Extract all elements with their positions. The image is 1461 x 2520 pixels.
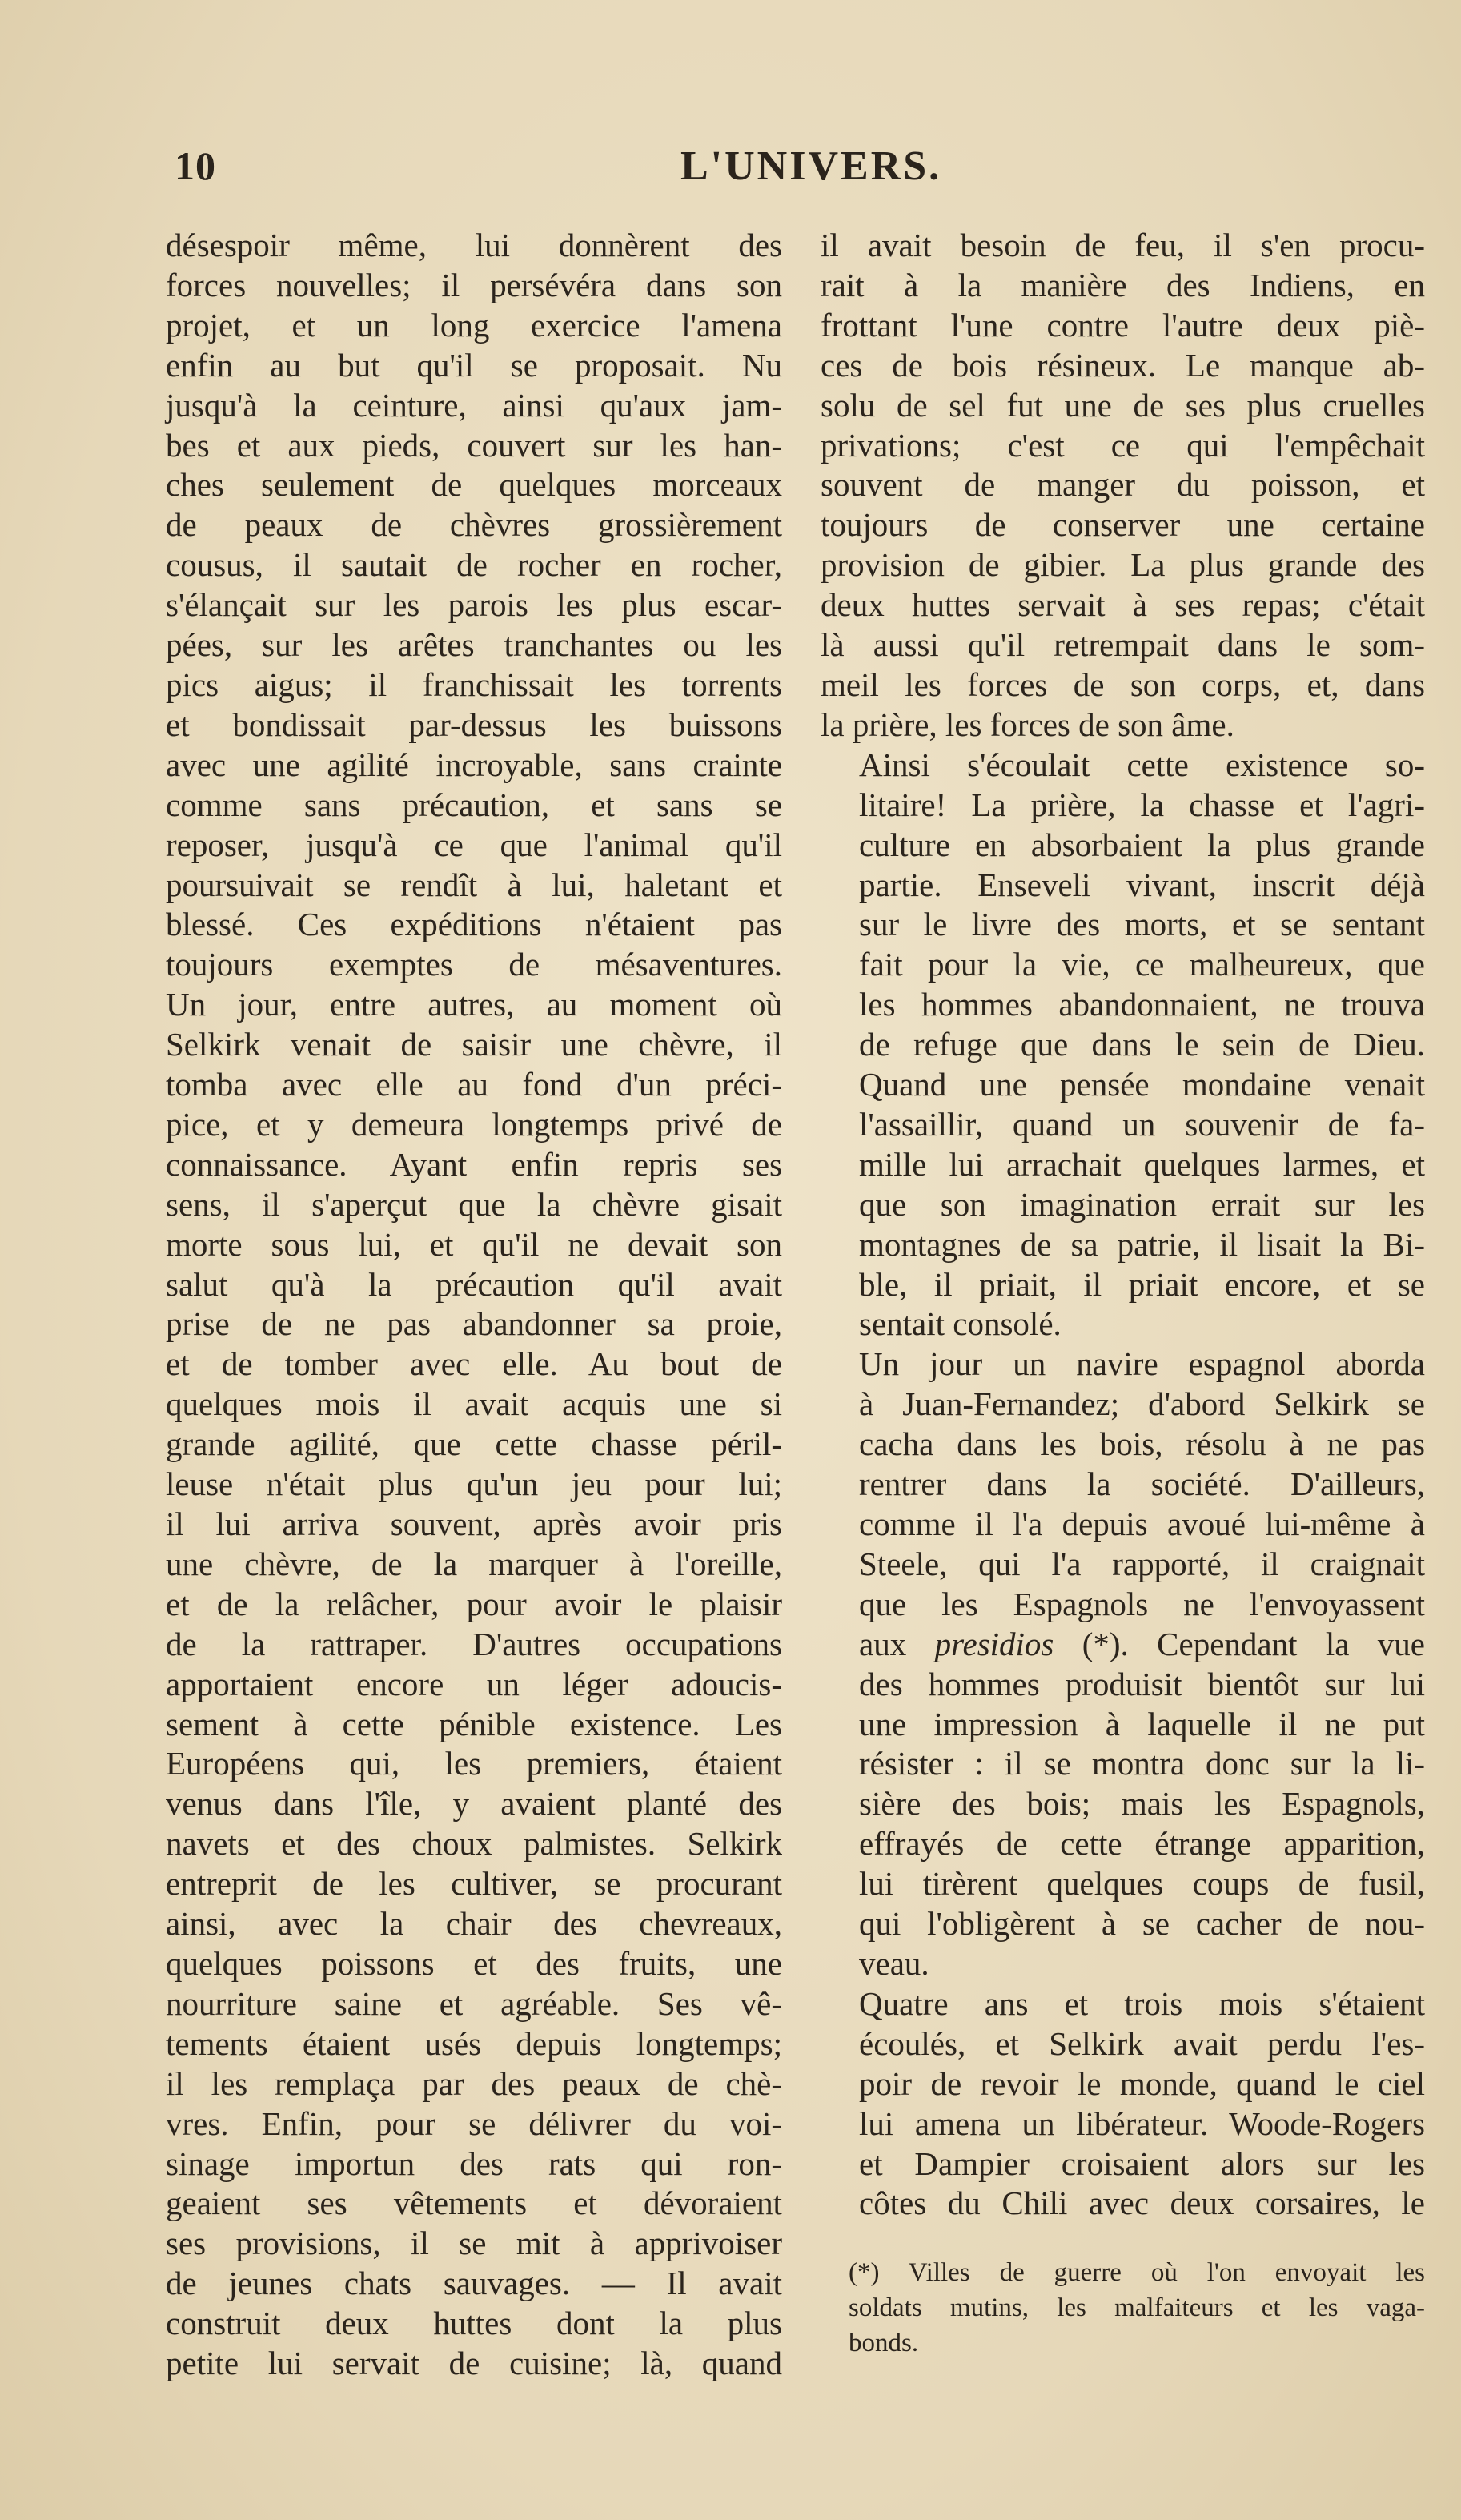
running-title: L'UNIVERS. xyxy=(680,143,942,189)
text-line: sinage importun des rats qui ron- xyxy=(166,2144,782,2182)
text-line: petite lui servait de cuisine; là, quand xyxy=(166,2345,782,2382)
text-line: deux huttes servait à ses repas; c'était xyxy=(821,586,1425,624)
text-line: connaissance. Ayant enfin repris ses xyxy=(166,1145,782,1183)
text-line: montagnes de sa patrie, il lisait la Bi- xyxy=(859,1225,1425,1263)
text-line: geaient ses vêtements et dévoraient xyxy=(166,2184,782,2222)
text-line: ses provisions, il se mit à apprivoiser xyxy=(166,2225,782,2262)
text-line: ainsi, avec la chair des chevreaux, xyxy=(166,1905,782,1943)
left-column xyxy=(166,226,782,2384)
text-line: de peaux de chèvres grossièrement xyxy=(166,506,782,544)
text-line: sement à cette pénible existence. Les xyxy=(166,1705,782,1742)
text-line: bes et aux pieds, couvert sur les han- xyxy=(166,426,782,464)
text-line: s'élançait sur les parois les plus escar- xyxy=(166,586,782,624)
text-line: partie. Enseveli vivant, inscrit déjà xyxy=(859,866,1425,903)
text-line: ces de bois résineux. Le manque ab- xyxy=(821,346,1425,384)
text-line: poir de revoir le monde, quand le ciel xyxy=(859,2064,1425,2102)
text-line: comme il l'a depuis avoué lui-même à xyxy=(859,1505,1425,1542)
text-line: et Dampier croisaient alors sur les xyxy=(859,2144,1425,2182)
text-line: là aussi qu'il retrempait dans le som- xyxy=(821,626,1425,664)
text-line: litaire! La prière, la chasse et l'agri- xyxy=(859,786,1425,823)
text-line: venus dans l'île, y avaient planté des xyxy=(166,1785,782,1823)
text-line: une chèvre, de la marquer à l'oreille, xyxy=(166,1545,782,1582)
text-line: forces nouvelles; il persévéra dans son xyxy=(166,266,782,303)
text-line: de la rattraper. D'autres occupations xyxy=(166,1625,782,1662)
text-line: Selkirk venait de saisir une chèvre, il xyxy=(166,1026,782,1063)
text-line: privations; c'est ce qui l'empêchait xyxy=(821,426,1425,464)
text-line: il avait besoin de feu, il s'en procu- xyxy=(821,227,1425,263)
paragraph xyxy=(821,1344,1425,1984)
text-line: rait à la manière des Indiens, en xyxy=(821,266,1425,303)
text-line: enfin au but qu'il se proposait. Nu xyxy=(166,346,782,384)
text-line: côtes du Chili avec deux corsaires, le xyxy=(859,2184,1425,2222)
page-number: 10 xyxy=(175,143,216,188)
text-line: résister : il se montra donc sur la li- xyxy=(859,1745,1425,1782)
text-line: écoulés, et Selkirk avait perdu l'es- xyxy=(859,2024,1425,2062)
text-line: entreprit de les cultiver, se procurant xyxy=(166,1865,782,1903)
text-line: veau. xyxy=(859,1944,929,1982)
text-line: Ainsi s'écoulait cette existence so- xyxy=(859,746,1425,783)
paragraph xyxy=(821,1984,1425,2224)
text-line: sentait consolé. xyxy=(859,1305,1062,1343)
text-line: Européens qui, les premiers, étaient xyxy=(166,1745,782,1782)
text-line: aux presidios (*). Cependant la vue xyxy=(859,1625,1425,1662)
text-line: soldats mutins, les malfaiteurs et les vaga- xyxy=(849,2293,1425,2322)
text-line: construit deux huttes dont la plus xyxy=(166,2305,782,2342)
text-line: morte sous lui, et qu'il ne devait son xyxy=(166,1225,782,1263)
text-line: tomba avec elle au fond d'un préci- xyxy=(166,1066,782,1103)
text-line: nourriture saine et agréable. Ses vê- xyxy=(166,1984,782,2022)
text-line: salut qu'à la précaution qu'il avait xyxy=(166,1265,782,1303)
text-line: de refuge que dans le sein de Dieu. xyxy=(859,1026,1425,1063)
text-line: sens, il s'aperçut que la chèvre gisait xyxy=(166,1185,782,1223)
text-line: tements étaient usés depuis longtemps; xyxy=(166,2024,782,2062)
text-line: meil les forces de son corps, et, dans xyxy=(821,665,1425,703)
paragraph xyxy=(821,746,1425,1345)
text-line: qui l'obligèrent à se cacher de nou- xyxy=(859,1905,1425,1943)
text-line: que son imagination errait sur les xyxy=(859,1185,1425,1223)
text-line: avec une agilité incroyable, sans crainte xyxy=(166,746,782,783)
text-line: sière des bois; mais les Espagnols, xyxy=(859,1785,1425,1823)
text-line: il lui arriva souvent, après avoir pris xyxy=(166,1505,782,1542)
text-line: Steele, qui l'a rapporté, il craignait xyxy=(859,1545,1425,1582)
text-line: des hommes produisit bientôt sur lui xyxy=(859,1665,1425,1702)
text-line: jusqu'à la ceinture, ainsi qu'aux jam- xyxy=(166,386,782,424)
text-line: lui tirèrent quelques coups de fusil, xyxy=(859,1865,1425,1903)
text-line: effrayés de cette étrange apparition, xyxy=(859,1825,1425,1863)
text-line: Un jour, entre autres, au moment où xyxy=(166,986,782,1023)
text-line: Quand une pensée mondaine venait xyxy=(859,1066,1425,1103)
text-line: blessé. Ces expéditions n'étaient pas xyxy=(166,906,782,943)
text-line: bonds. xyxy=(849,2329,919,2357)
text-line: que les Espagnols ne l'envoyassent xyxy=(859,1585,1425,1622)
text-line: provision de gibier. La plus grande des xyxy=(821,546,1425,584)
text-line: et de tomber avec elle. Au bout de xyxy=(166,1345,782,1383)
paragraph xyxy=(166,226,782,2384)
text-line: lui amena un libérateur. Woode-Rogers xyxy=(859,2104,1425,2142)
text-line: navets et des choux palmistes. Selkirk xyxy=(166,1825,782,1863)
text-line: prise de ne pas abandonner sa proie, xyxy=(166,1305,782,1343)
text-line: la prière, les forces de son âme. xyxy=(821,705,1234,743)
text-line: et de la relâcher, pour avoir le plaisir xyxy=(166,1585,782,1622)
text-line: toujours de conserver une certaine xyxy=(821,506,1425,544)
text-line: à Juan-Fernandez; d'abord Selkirk se xyxy=(859,1385,1425,1423)
text-line: pics aigus; il franchissait les torrents xyxy=(166,665,782,703)
text-line: désespoir même, lui donnèrent des xyxy=(166,227,782,263)
text-line: poursuivait se rendît à lui, haletant et xyxy=(166,866,782,903)
text-line: rentrer dans la société. D'ailleurs, xyxy=(859,1465,1425,1503)
text-line: quelques mois il avait acquis une si xyxy=(166,1385,782,1423)
text-line: les hommes abandonnaient, ne trouva xyxy=(859,986,1425,1023)
text-line: Un jour un navire espagnol aborda xyxy=(859,1345,1425,1383)
text-line: ches seulement de quelques morceaux xyxy=(166,466,782,504)
text-line: l'assaillir, quand un souvenir de fa- xyxy=(859,1105,1425,1143)
text-line: culture en absorbaient la plus grande xyxy=(859,826,1425,863)
text-line: apportaient encore un léger adoucis- xyxy=(166,1665,782,1702)
page-header xyxy=(175,143,1423,199)
text-line: pées, sur les arêtes tranchantes ou les xyxy=(166,626,782,664)
text-line: ble, il priait, il priait encore, et se xyxy=(859,1265,1425,1303)
text-line: une impression à laquelle il ne put xyxy=(859,1705,1425,1742)
text-line: cousus, il sautait de rocher en rocher, xyxy=(166,546,782,584)
text-line: solu de sel fut une de ses plus cruelles xyxy=(821,386,1425,424)
text-line: vres. Enfin, pour se délivrer du voi- xyxy=(166,2104,782,2142)
paragraph xyxy=(821,226,1425,746)
text-line: il les remplaça par des peaux de chè- xyxy=(166,2064,782,2102)
text-line: projet, et un long exercice l'amena xyxy=(166,306,782,344)
text-line: grande agilité, que cette chasse péril- xyxy=(166,1425,782,1463)
text-line: reposer, jusqu'à ce que l'animal qu'il xyxy=(166,826,782,863)
text-line: frottant l'une contre l'autre deux piè- xyxy=(821,306,1425,344)
text-line: fait pour la vie, ce malheureux, que xyxy=(859,946,1425,983)
footnote xyxy=(849,2255,1425,2361)
text-line: mille lui arrachait quelques larmes, et xyxy=(859,1145,1425,1183)
text-line: souvent de manger du poisson, et xyxy=(821,466,1425,504)
right-column xyxy=(821,226,1425,2224)
text-line: Quatre ans et trois mois s'étaient xyxy=(859,1984,1425,2022)
text-line: sur le livre des morts, et se sentant xyxy=(859,906,1425,943)
text-line: comme sans précaution, et sans se xyxy=(166,786,782,823)
text-line: toujours exemptes de mésaventures. xyxy=(166,946,782,983)
text-line: cacha dans les bois, résolu à ne pas xyxy=(859,1425,1425,1463)
text-line: leuse n'était plus qu'un jeu pour lui; xyxy=(166,1465,782,1503)
text-line: (*) Villes de guerre où l'on envoyait les xyxy=(849,2258,1425,2287)
text-line: de jeunes chats sauvages. — Il avait xyxy=(166,2265,782,2302)
text-line: pice, et y demeura longtemps privé de xyxy=(166,1105,782,1143)
text-line: quelques poissons et des fruits, une xyxy=(166,1944,782,1982)
text-line: et bondissait par-dessus les buissons xyxy=(166,705,782,743)
